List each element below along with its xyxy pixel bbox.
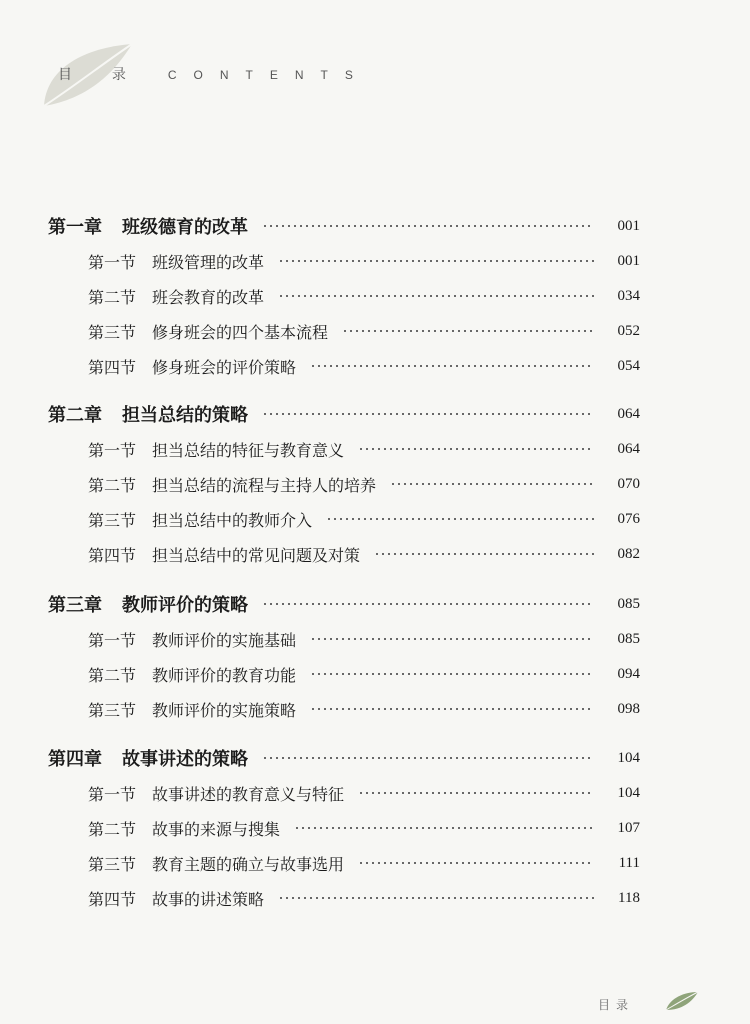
section-title: 故事讲述的教育意义与特征 (152, 784, 345, 804)
section-title: 担当总结中的教师介入 (152, 510, 313, 530)
toc-chapter-row[interactable] (48, 212, 640, 240)
section-title: 担当总结中的常见问题及对策 (152, 545, 361, 565)
section-title: 故事的讲述策略 (152, 889, 265, 909)
section-label: 第三节 (88, 854, 137, 874)
page-number: 082 (617, 545, 640, 562)
toc-section-row[interactable] (88, 849, 640, 877)
toc-section-row[interactable] (88, 352, 640, 380)
dot-leader (358, 792, 594, 794)
dot-leader (342, 330, 594, 332)
section-title: 故事的来源与搜集 (152, 819, 281, 839)
section-title: 担当总结的特征与教育意义 (152, 440, 345, 460)
dot-leader (390, 483, 594, 485)
toc-chapter-row[interactable] (48, 400, 640, 428)
section-title: 修身班会的四个基本流程 (152, 322, 329, 342)
dot-leader (278, 295, 594, 297)
dot-leader (310, 638, 594, 640)
toc-section-row[interactable] (88, 470, 640, 498)
section-label: 第二节 (88, 475, 137, 495)
dot-leader (278, 260, 594, 262)
section-label: 第二节 (88, 665, 137, 685)
page-number: 098 (617, 700, 640, 717)
page-number: 085 (617, 595, 640, 612)
section-title: 教育主题的确立与故事选用 (152, 854, 345, 874)
section-label: 第三节 (88, 510, 137, 530)
chapter-label: 第一章 (48, 217, 102, 238)
page-number: 085 (617, 630, 640, 647)
section-label: 第一节 (88, 630, 137, 650)
dot-leader (358, 862, 594, 864)
toc-section-row[interactable] (88, 540, 640, 568)
toc-chapter-row[interactable] (48, 590, 640, 618)
toc-section-row[interactable] (88, 505, 640, 533)
section-title: 班会教育的改革 (152, 287, 265, 307)
chapter-title: 担当总结的策略 (122, 405, 248, 426)
section-title: 担当总结的流程与主持人的培养 (152, 475, 377, 495)
section-title: 教师评价的实施基础 (152, 630, 297, 650)
section-label: 第二节 (88, 287, 137, 307)
chapter-label: 第三章 (48, 595, 102, 616)
chapter-label: 第二章 (48, 405, 102, 426)
page-number: 118 (618, 889, 640, 906)
header-title-en: CONTENTS (167, 68, 370, 82)
page-number: 070 (617, 475, 640, 492)
page-number: 104 (617, 749, 640, 766)
page-number: 111 (618, 854, 640, 871)
chapter-title: 班级德育的改革 (122, 217, 248, 238)
page-number: 001 (617, 252, 640, 269)
toc-section-row[interactable] (88, 247, 640, 275)
section-label: 第三节 (88, 322, 137, 342)
section-title: 修身班会的评价策略 (152, 357, 297, 377)
page-number: 001 (617, 217, 640, 234)
toc-section-row[interactable] (88, 814, 640, 842)
toc-section-row[interactable] (88, 695, 640, 723)
page-number: 052 (617, 322, 640, 339)
page-number: 064 (617, 405, 640, 422)
section-label: 第四节 (88, 545, 137, 565)
page-number: 094 (617, 665, 640, 682)
dot-leader (278, 897, 594, 899)
page-number: 064 (617, 440, 640, 457)
dot-leader (294, 827, 594, 829)
dot-leader (262, 413, 594, 415)
section-label: 第三节 (88, 700, 137, 720)
toc-section-row[interactable] (88, 779, 640, 807)
dot-leader (310, 673, 594, 675)
section-title: 教师评价的实施策略 (152, 700, 297, 720)
page-number: 107 (617, 819, 640, 836)
dot-leader (310, 708, 594, 710)
page-number: 076 (617, 510, 640, 527)
toc-section-row[interactable] (88, 435, 640, 463)
page-number: 034 (617, 287, 640, 304)
dot-leader (262, 757, 594, 759)
chapter-title: 故事讲述的策略 (122, 749, 248, 770)
toc-section-row[interactable] (88, 317, 640, 345)
page-number: 104 (617, 784, 640, 801)
section-label: 第四节 (88, 357, 137, 377)
section-title: 班级管理的改革 (152, 252, 265, 272)
toc-section-row[interactable] (88, 625, 640, 653)
dot-leader (374, 553, 594, 555)
dot-leader (262, 225, 594, 227)
page-footer: 目录 (598, 998, 635, 1012)
page-number: 054 (617, 357, 640, 374)
chapter-label: 第四章 (48, 749, 102, 770)
header-title-cn: 目 录 (58, 66, 144, 82)
leaf-footer-icon (664, 990, 700, 1012)
dot-leader (358, 448, 594, 450)
dot-leader (262, 603, 594, 605)
section-label: 第二节 (88, 819, 137, 839)
toc-chapter-row[interactable] (48, 744, 640, 772)
section-title: 教师评价的教育功能 (152, 665, 297, 685)
dot-leader (326, 518, 594, 520)
toc-section-row[interactable] (88, 660, 640, 688)
section-label: 第一节 (88, 252, 137, 272)
chapter-title: 教师评价的策略 (122, 595, 248, 616)
toc-section-row[interactable] (88, 282, 640, 310)
section-label: 第一节 (88, 440, 137, 460)
section-label: 第一节 (88, 784, 137, 804)
section-label: 第四节 (88, 889, 137, 909)
toc-section-row[interactable] (88, 884, 640, 912)
dot-leader (310, 365, 594, 367)
